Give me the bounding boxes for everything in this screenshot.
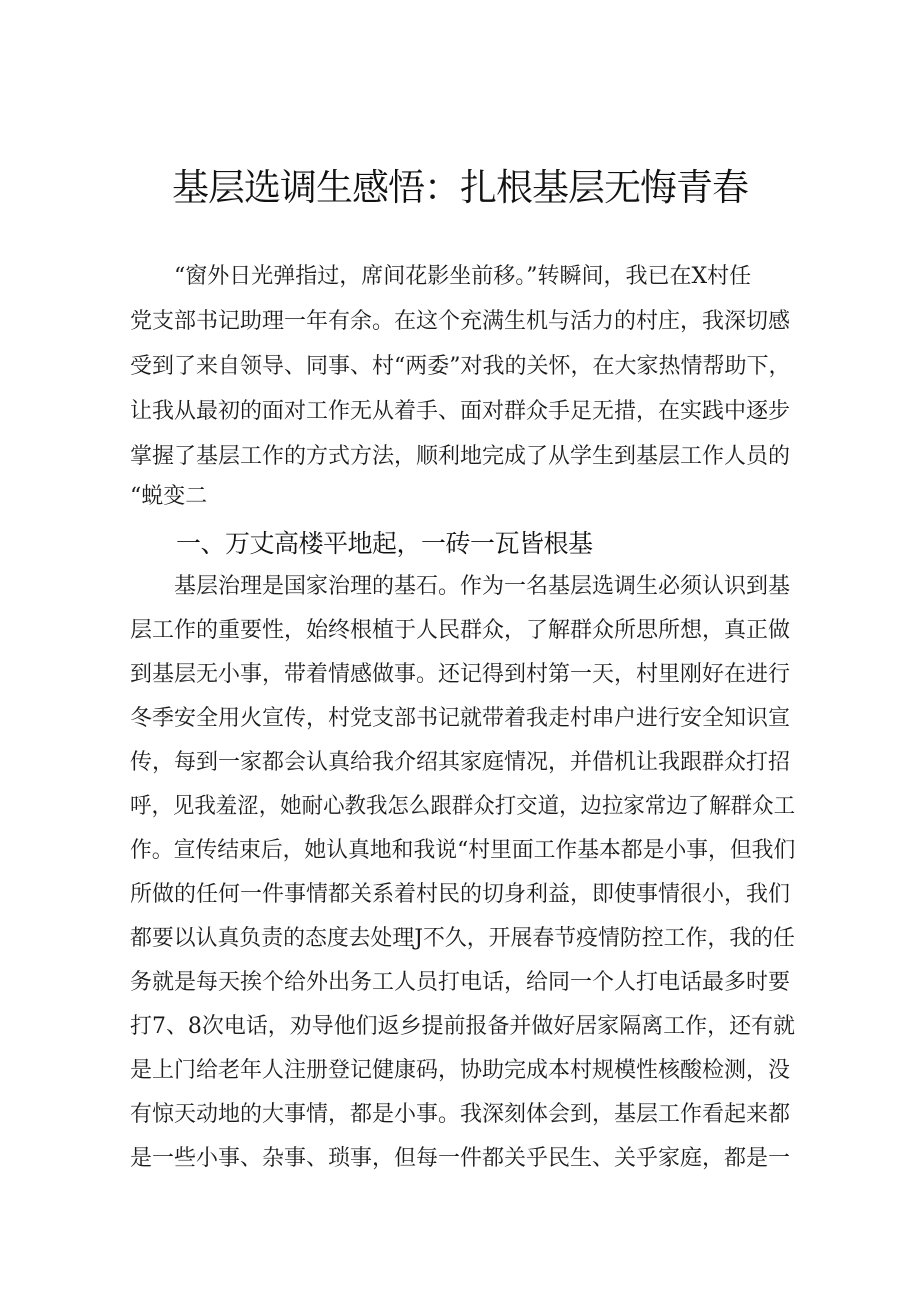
- paragraph-line: 所做的任何一件事情都关系着村民的切身利益，即使事情很小，我们: [130, 882, 791, 907]
- paragraph-line: 都要以认真负责的态度去处理J不久，开展春节疫情防控工作，我的任: [130, 926, 795, 951]
- paragraph-line: 是上门给老年人注册登记健康码，协助完成本村规模性核酸检测，没: [130, 1058, 791, 1083]
- paragraph-line: 冬季安全用火宣传，村党支部书记就带着我走村串户进行安全知识宣: [130, 706, 791, 731]
- paragraph-line: “蜕变二: [130, 484, 208, 509]
- paragraph-line: 掌握了基层工作的方式方法，顺利地完成了从学生到基层工作人员的: [130, 444, 791, 469]
- paragraph-line: 到基层无小事，带着情感做事。还记得到村第一天，村里刚好在进行: [130, 662, 791, 687]
- paragraph-line: 党支部书记助理一年有余。在这个充满生机与活力的村庄，我深切感: [130, 309, 791, 334]
- paragraph-line: 呼，见我羞涩，她耐心教我怎么跟群众打交道，边拉家常边了解群众工: [130, 794, 796, 819]
- paragraph-line: 让我从最初的面对工作无从着手、面对群众手足无措，在实践中逐步: [130, 399, 791, 424]
- section-heading: 一、万丈高楼平地起，一砖一瓦皆根基: [176, 529, 593, 558]
- paragraph-line: 务就是每天挨个给外出务工人员打电话，给同一个人打电话最多时要: [130, 970, 791, 995]
- paragraph-line: 受到了来自领导、同事、村“两委”对我的关怀，在大家热情帮助下，: [130, 354, 791, 379]
- paragraph-line: 是一些小事、杂事、琐事，但每一件都关乎民生、关乎家庭，都是一: [130, 1146, 791, 1171]
- paragraph-line: 传，每到一家都会认真给我介绍其家庭情况，并借机让我跟群众打招: [130, 750, 791, 775]
- document-title: 基层选调生感悟：扎根基层无悔青春: [172, 166, 748, 209]
- paragraph-line: “窗外日光弹指过，席间花影坐前移。”转瞬间，我已在X村任: [174, 264, 752, 289]
- paragraph-line: 层工作的重要性，始终根植于人民群众，了解群众所思所想，真正做: [130, 618, 791, 643]
- paragraph-line: 有惊天动地的大事情，都是小事。我深刻体会到，基层工作看起来都: [130, 1102, 791, 1127]
- paragraph-line: 打7、8次电话，劝导他们返乡提前报备并做好居家隔离工作，还有就: [130, 1014, 796, 1039]
- paragraph-line: 作。宣传结束后，她认真地和我说“村里面工作基本都是小事，但我们: [130, 838, 796, 863]
- paragraph-line: 基层治理是国家治理的基石。作为一名基层选调生必须认识到基: [174, 574, 791, 599]
